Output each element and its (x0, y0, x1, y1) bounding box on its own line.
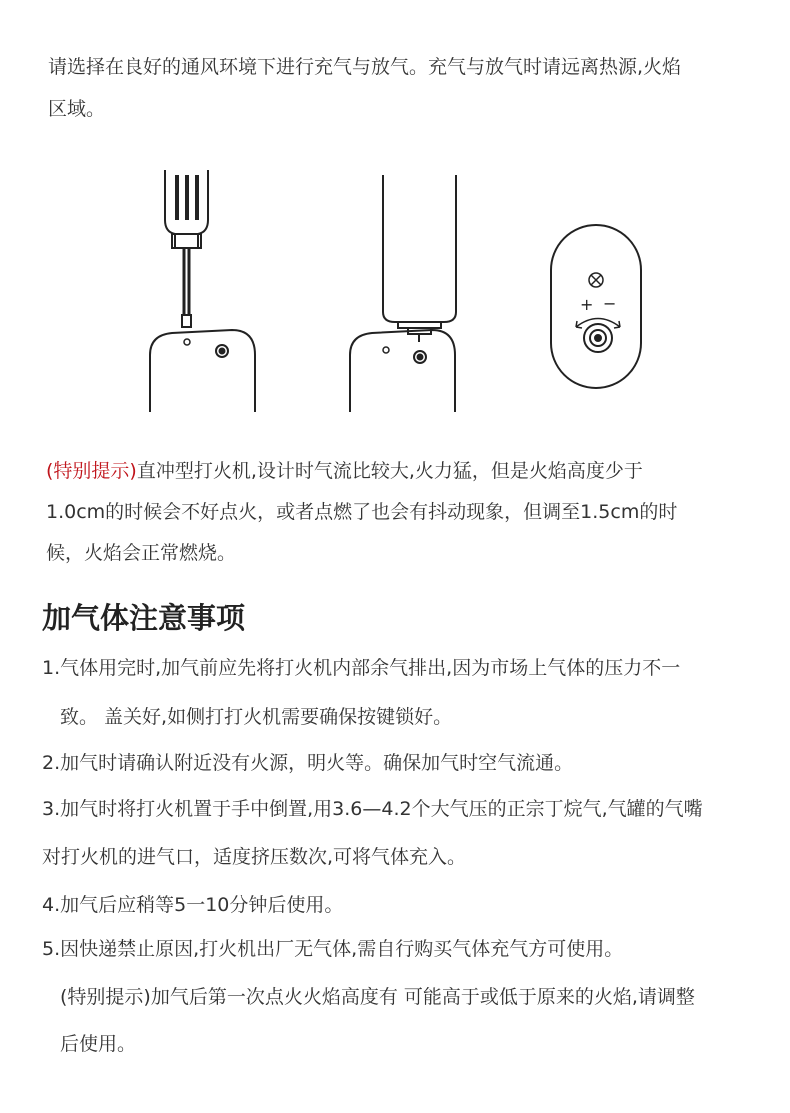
tip-label: (特别提示) (46, 460, 137, 482)
list-item: 2.加气时请确认附近没有火源，明火等。确保加气时空气流通。 (42, 752, 574, 774)
panel-dial-closeup (551, 225, 641, 388)
list-item: 5.因快递禁止原因,打火机出厂无气体,需自行购买气体充气方可使用。 (42, 938, 624, 960)
list-item: 1.气体用完时,加气前应先将打火机内部余气排出,因为市场上气体的压力不一 (42, 657, 681, 679)
list-item: 对打火机的进气口，适度挤压数次,可将气体充入。 (42, 846, 467, 868)
tip-line-2: 1.0cm的时候会不好点火，或者点燃了也会有抖动现象，但调至1.5cm的时 (46, 501, 678, 523)
list-item: 后使用。 (60, 1033, 137, 1055)
tip-line-1-text: 直冲型打火机,设计时气流比较大,火力猛，但是火焰高度少于 (136, 460, 643, 482)
minus-sign: − (603, 294, 617, 313)
section-title: 加气体注意事项 (42, 601, 246, 635)
panel-screwdriver (150, 170, 255, 412)
lighter-illustration (0, 170, 790, 420)
list-item: (特别提示)加气后第一次点火火焰高度有 可能高于或低于原来的火焰,请调整 (60, 986, 695, 1008)
panel-gas-can (350, 175, 456, 412)
plus-sign: + (580, 295, 594, 314)
tip-line-3: 候，火焰会正常燃烧。 (46, 542, 237, 564)
intro-line-2: 区域。 (48, 98, 106, 120)
tip-line-1 (46, 460, 643, 483)
list-item: 4.加气后应稍等5一10分钟后使用。 (42, 894, 344, 916)
list-item: 3.加气时将打火机置于手中倒置,用3.6—4.2个大气压的正宗丁烷气,气罐的气嘴 (42, 798, 703, 820)
list-item: 致。 盖关好,如侧打打火机需要确保按键锁好。 (60, 706, 453, 728)
intro-line-1: 请选择在良好的通风环境下进行充气与放气。充气与放气时请远离热源,火焰 (48, 56, 682, 78)
